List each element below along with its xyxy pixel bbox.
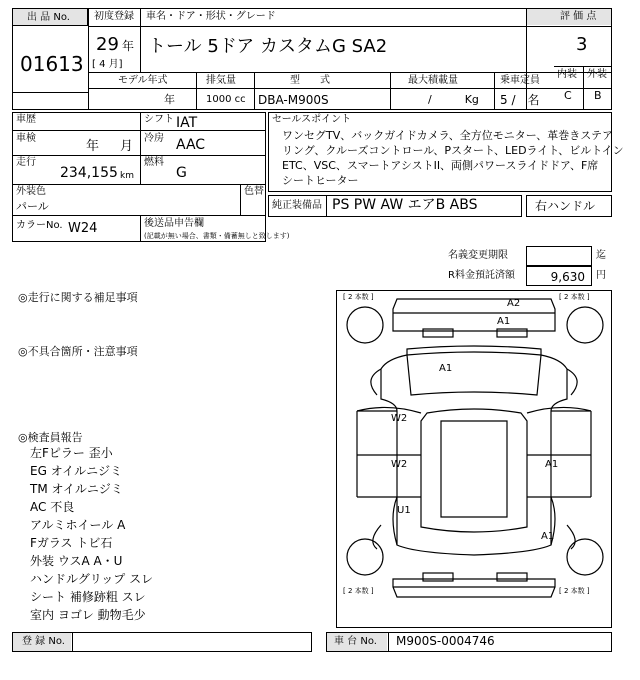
- equipment-label: 純正装備品: [272, 200, 322, 211]
- reg-no-label: 登 録 No.: [22, 636, 65, 647]
- defects-label: ◎不具合箇所・注意事項: [18, 345, 138, 358]
- report-line: ハンドルグリップ スレ: [30, 572, 154, 586]
- first-reg-year: 29: [96, 34, 119, 55]
- sales-point-line: ワンセグTV、バックガイドカメラ、全方位モニター、革巻きステア: [282, 129, 614, 142]
- hood-outline: [407, 352, 541, 395]
- mark-right-rear-door: A1: [545, 459, 559, 470]
- max-load-value: / Kg: [428, 93, 479, 106]
- rear-bumper-outline: [393, 579, 555, 597]
- name-change-label: 名義変更期限: [448, 250, 508, 261]
- model-year-value: 年: [164, 93, 175, 106]
- tire-rear-right: [567, 539, 603, 575]
- tire-front-right: [567, 307, 603, 343]
- score: 3: [576, 34, 588, 55]
- report-line: 左Fピラー 歪小: [30, 446, 113, 460]
- tire-count-label: [ 2 本数 ]: [343, 587, 374, 595]
- report-line: 室内 ヨゴレ 動物毛少: [30, 608, 146, 622]
- name-change-box: [526, 246, 592, 266]
- recycle-box: [526, 266, 592, 286]
- model-year-label: モデル年式: [118, 75, 168, 86]
- docs-note: (記載が無い場合、書類・備蓄無しと致します): [144, 232, 290, 240]
- color-no-value: W24: [68, 221, 98, 236]
- fuel-value: G: [176, 165, 187, 181]
- exterior-grade: B: [594, 89, 602, 102]
- equipment-value: PS PW AW エアB ABS: [332, 197, 478, 213]
- model-label: 型 式: [290, 75, 330, 86]
- displacement-value: 1000 cc: [206, 94, 246, 105]
- capacity-value: 5 / 名: [500, 93, 540, 107]
- first-reg-year-unit: 年: [122, 39, 135, 53]
- mark-left-rear-door: W2: [391, 459, 408, 470]
- tire-count-label: [ 2 本数 ]: [559, 293, 590, 301]
- recycle-unit: 円: [596, 270, 606, 281]
- model-code: DBA-M900S: [258, 93, 329, 107]
- recycle-value: 9,630: [550, 270, 585, 284]
- mileage-unit: km: [120, 171, 134, 181]
- first-reg-month: [ 4 月]: [92, 59, 123, 70]
- inspection-year: 年: [86, 139, 100, 154]
- sales-points-label: セールスポイント: [272, 114, 352, 125]
- car-desc-label: 車名・ドア・形状・グレード: [146, 11, 276, 22]
- max-load-label: 最大積載量: [408, 75, 458, 86]
- exterior-label: 外装: [587, 69, 607, 80]
- report-line: TM オイルニジミ: [30, 482, 123, 496]
- inspection-month: 月: [120, 139, 134, 154]
- fuel-label: 燃料: [144, 157, 164, 168]
- report-line: EG オイルニジミ: [30, 464, 123, 478]
- ext-color-value: パール: [16, 200, 49, 213]
- ext-color-label: 外装色: [16, 186, 46, 197]
- ac-value: AAC: [176, 137, 206, 153]
- color-change-label: 色替: [244, 186, 264, 197]
- color-no-label: カラーNo.: [16, 220, 63, 231]
- tire-rear-left: [347, 539, 383, 575]
- mark-front-bumper-top: A2: [507, 298, 521, 309]
- lot-no-label: 出 品 No.: [27, 12, 70, 23]
- handle-value: 右ハンドル: [535, 199, 596, 213]
- report-line: Fガラス トビ石: [30, 536, 113, 550]
- recycle-label: R料金預託済額: [448, 270, 515, 281]
- roof-outline: [441, 421, 507, 517]
- report-line: AC 不良: [30, 500, 75, 514]
- mark-hood: A1: [439, 363, 453, 374]
- first-reg-label: 初度登録: [94, 11, 134, 22]
- car-name: トール 5ドア カスタムG SA2: [148, 36, 388, 57]
- car-diagram: [337, 291, 611, 627]
- mileage-value: 234,155: [60, 165, 118, 181]
- shift-label: シフト: [144, 114, 174, 125]
- front-bumper-outline: [393, 299, 555, 331]
- cabin-outline: [421, 409, 527, 532]
- inspection-label: 車検: [16, 133, 36, 144]
- capacity-label: 乗車定員: [500, 75, 540, 86]
- name-change-unit: 迄: [596, 250, 606, 261]
- report-line: アルミホイール A: [30, 518, 126, 532]
- lot-no: 01613: [20, 52, 84, 76]
- chassis-value: M900S-0004746: [396, 634, 495, 648]
- driving-notes-label: ◎走行に関する補足事項: [18, 291, 138, 304]
- shift-value: IAT: [176, 115, 198, 131]
- mark-left-rear-quarter: U1: [397, 505, 411, 516]
- ac-label: 冷房: [144, 133, 164, 144]
- interior-label: 内装: [557, 69, 577, 80]
- mileage-label: 走行: [16, 157, 36, 168]
- mark-right-rear-quarter: A1: [541, 531, 555, 542]
- handle-frame: [526, 195, 612, 217]
- displacement-label: 排気量: [206, 75, 236, 86]
- car-diagram-frame: [336, 290, 612, 628]
- mark-left-front-door: W2: [391, 413, 408, 424]
- report-line: 外装 ウスA A・U: [30, 554, 123, 568]
- history-label: 車歴: [16, 114, 36, 125]
- inspector-report-label: ◎検査員報告: [18, 431, 83, 444]
- chassis-label: 車 台 No.: [334, 636, 377, 647]
- mark-front-bumper-lower: A1: [497, 316, 511, 327]
- lot-no-label-cell: [12, 8, 88, 26]
- tire-front-left: [347, 307, 383, 343]
- interior-grade: C: [564, 89, 572, 102]
- report-line: シート 補修跡粗 スレ: [30, 590, 146, 604]
- sales-point-line: シートヒーター: [282, 174, 359, 187]
- score-label: 評 価 点: [560, 11, 597, 22]
- sales-point-line: ETC、VSC、スマートアシストII、両側パワースライドドア、F席: [282, 159, 599, 172]
- tire-count-label: [ 2 本数 ]: [559, 587, 590, 595]
- docs-label: 後送品申告欄: [144, 218, 204, 229]
- tire-count-label: [ 2 本数 ]: [343, 293, 374, 301]
- sales-point-line: リング、クルーズコントロール、Pスタート、LEDライト、ビルトイン: [282, 144, 624, 157]
